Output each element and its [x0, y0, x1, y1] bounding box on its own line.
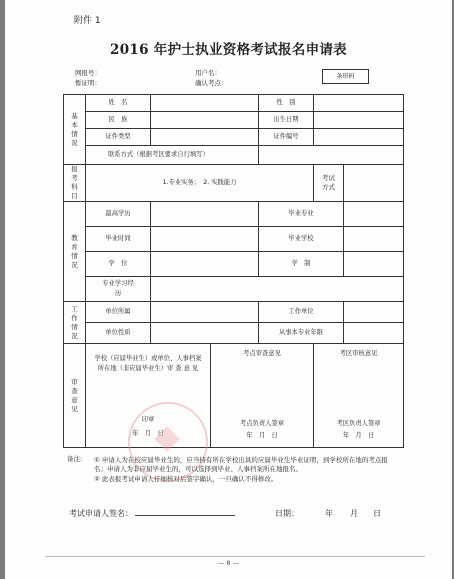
- degree-label: 学 位: [86, 252, 151, 277]
- exam-area-date: 年 月 日: [342, 432, 375, 439]
- grad-school-label: 毕业学校: [259, 227, 344, 252]
- page-number: — 8 —: [217, 559, 240, 567]
- section-review: 审查意见: [64, 344, 86, 448]
- ethnicity-label: 民 族: [86, 112, 151, 129]
- exam-area-sign-label: 考区负责人签章: [336, 420, 381, 427]
- unit-nature-field: [151, 323, 259, 344]
- study-experience-label: 专业学习经历: [86, 277, 151, 302]
- grad-time-field: [151, 227, 259, 252]
- school-system-label: 学 制: [259, 252, 344, 277]
- month-label: 月: [350, 509, 358, 518]
- section-subject: 报考科目: [64, 165, 86, 202]
- day-label: 日: [373, 509, 381, 518]
- date-label: 日期：: [275, 509, 299, 518]
- year-label: 年: [325, 509, 333, 518]
- exam-method-label: 考试方式: [314, 165, 344, 202]
- exam-area-cell: [314, 344, 404, 448]
- application-table: [63, 94, 404, 448]
- form-title: 2016 年护士执业资格考试报名申请表: [110, 42, 347, 58]
- id-number-field: [314, 129, 404, 146]
- highest-edu-field: [151, 202, 259, 227]
- school-seal-label: 印章: [141, 416, 155, 423]
- years-in-field-field: [344, 323, 404, 344]
- gender-field: [314, 95, 404, 112]
- name-label: 姓 名: [86, 95, 151, 112]
- exam-area-opinion-label: 考区审核意见: [339, 350, 378, 357]
- work-unit-field: [344, 302, 404, 323]
- subjects-text: 1.专业实务； 2. 实践能力: [86, 165, 314, 202]
- id-type-field: [151, 129, 259, 146]
- exam-point-opinion-label: 考点审查意见: [243, 350, 281, 357]
- confirm-point-label: 确认考点：: [195, 79, 228, 87]
- note-1: ① 申请人为在校应届毕业生的，应当持有所在学校出具的应届毕业生毕业证明，到学校所在地的考点报名；申请人为非应届毕业生的，可以选择到毕业、人事档案所在地报名。: [94, 456, 388, 473]
- applicant-sign-line: [135, 514, 235, 516]
- gender-label: 性 别: [259, 95, 314, 112]
- note-2: ② 此表报考试申请人仔细核对后签字确认，一旦确认不得修改。: [94, 475, 278, 483]
- exam-point-date: 年 月 日: [246, 432, 278, 439]
- application-form-page: [5, 0, 452, 579]
- work-unit-type-field: [151, 302, 259, 323]
- birth-date-label: 出生日期: [259, 112, 314, 129]
- contact-field: [259, 146, 404, 165]
- bottom-rule: [45, 556, 425, 557]
- serial-label: 暂证明：: [75, 79, 101, 87]
- study-experience-field: [151, 277, 404, 302]
- net-number-label: 网报号：: [75, 69, 101, 77]
- grad-time-label: 毕业时间: [86, 227, 151, 252]
- major-label: 毕业专业: [259, 202, 344, 227]
- section-education: 教育情况: [64, 202, 86, 302]
- barcode-box: 条形码: [322, 69, 369, 84]
- school-system-field: [344, 252, 404, 277]
- work-unit-type-label: 单位所属: [86, 302, 151, 323]
- grad-school-field: [344, 227, 404, 252]
- username-label: 用户名：: [195, 69, 221, 77]
- years-in-field-label: 从事本专业年限: [259, 323, 344, 344]
- unit-nature-label: 单位性质: [86, 323, 151, 344]
- school-date: 年 月 日: [132, 430, 164, 437]
- school-opinion-label: 学校（应届毕业生）或单位、人事档案所在地（非应届毕业生）审 查 意 见: [94, 355, 202, 372]
- name-field: [151, 95, 259, 112]
- exam-point-sign-label: 考点负责人签章: [239, 420, 285, 427]
- degree-field: [151, 252, 259, 277]
- annex-label: 附件 1: [74, 16, 101, 26]
- section-work: 工作情况: [64, 302, 86, 344]
- section-basic: 基本情况: [64, 95, 86, 165]
- contact-label: 联系方式（根据考区要求自行填写）: [86, 146, 259, 165]
- work-unit-label: 工作单位: [259, 302, 344, 323]
- birth-date-field: [314, 112, 404, 129]
- exam-method-field: [344, 165, 404, 202]
- highest-edu-label: 最高学历: [86, 202, 151, 227]
- notes-label: 备注:: [67, 455, 83, 463]
- major-field: [344, 202, 404, 227]
- exam-point-cell: [211, 344, 314, 448]
- applicant-sign-label: 考试申请人签名：: [69, 509, 133, 518]
- ethnicity-field: [151, 112, 259, 129]
- id-type-label: 证件类型: [86, 129, 151, 146]
- id-number-label: 证件编号: [259, 129, 314, 146]
